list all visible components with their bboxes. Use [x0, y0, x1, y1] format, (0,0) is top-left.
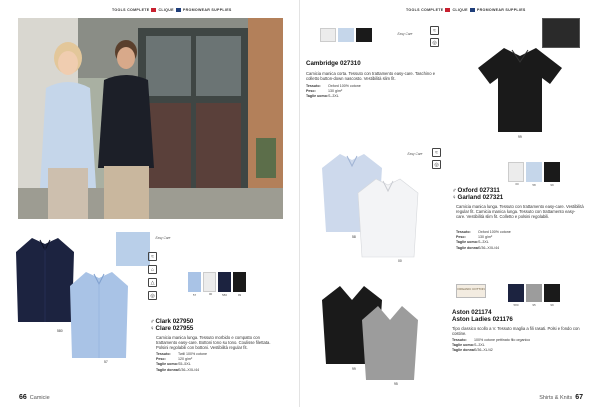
mini-shirt-black	[356, 28, 372, 42]
spec-row: Peso: 130 g/m²	[456, 235, 493, 240]
ref-label: 99	[352, 367, 356, 371]
page-number-left: 66 Camicie	[19, 394, 50, 401]
easy-care-badge: Easy Care	[155, 236, 171, 240]
swatch-black	[544, 284, 560, 307]
red-square-icon	[151, 8, 156, 12]
organic-cotton-logo: ORGANIC COTTON	[456, 284, 486, 298]
aston-description: Tipo classico scollo a V. Tessuto maglia a fili rasati. Polsi e fondo con costine.	[452, 326, 580, 337]
swatch-navy	[218, 272, 231, 297]
lifestyle-photo	[18, 18, 283, 219]
wash-icon: ≈	[148, 252, 157, 261]
header-brand-left: TOOLS COMPLETE	[112, 8, 150, 12]
product-title-cambridge: Cambridge 027310	[306, 60, 361, 67]
aston-specs	[452, 338, 530, 354]
header-promowear: PROMOWEAR SUPPLIES	[476, 8, 526, 12]
product-title-clark: ♂Clark 027950	[150, 318, 194, 325]
spec-row: Tessuto: Twill 100% cotone	[156, 352, 207, 356]
swatch-black	[544, 162, 560, 187]
swatch-white	[508, 162, 524, 186]
ref-label: 58	[352, 235, 356, 239]
product-specs	[156, 352, 207, 373]
oxford-swatches	[508, 162, 560, 187]
spec-row: Tessuto: 100% cotone pettinato filo organico	[452, 338, 531, 342]
garland-shirt-image	[356, 175, 420, 259]
red-square-icon	[445, 8, 450, 12]
swatch-label: 00	[208, 292, 213, 296]
ref-label: 580	[57, 329, 63, 333]
spec-row: Tessuto: Oxford 100% cotone	[306, 84, 361, 88]
swatch-label: 99	[550, 303, 554, 307]
spec-row: Taglie uomo: S–3XL	[306, 94, 339, 99]
ref-label: 99	[518, 135, 522, 139]
mini-shirt-white	[320, 28, 336, 42]
swatch-grey	[526, 284, 542, 307]
spec-row: Taglie uomo: S–3XL	[456, 240, 489, 245]
mini-shirt-light-blue	[338, 28, 354, 42]
iron-icon: ⌂	[148, 265, 157, 274]
swatch-light-blue	[188, 272, 201, 297]
swatch-label: 95	[532, 303, 536, 307]
left-header	[112, 8, 232, 12]
right-header	[406, 8, 526, 12]
product-title-clare: ♀Clare 027955	[150, 325, 194, 332]
product-title-garland: ♀Garland 027321	[452, 194, 504, 201]
swatch-label: 00	[515, 182, 519, 186]
header-promowear: PROMOWEAR SUPPLIES	[182, 8, 232, 12]
swatch-navy	[508, 284, 524, 307]
ref-label: 00	[398, 259, 402, 263]
spec-row: Taglie uomo: S5–5XL	[156, 362, 191, 367]
wash-icon: ≈	[430, 26, 439, 35]
oxford-description: Camicia manica lunga. Tessuto con trattamento easy-care. Vestibilità regular fit. Camicia manica lunga. Tessuto con trattamento easy-care. Vestibilità slim fit. Colletto e polsini regolabili.	[456, 204, 584, 220]
swatch-label: 580	[221, 293, 227, 297]
blue-square-icon	[470, 8, 475, 12]
swatch-white	[203, 272, 216, 296]
right-page	[300, 0, 600, 407]
header-brand-right: TOOLS COMPLETE	[406, 8, 444, 12]
spec-row: Taglie donna: S/36–XL/42	[452, 348, 493, 353]
fabric-swatch-image	[116, 232, 150, 266]
aston-ladies-sweater-image	[360, 302, 420, 382]
swatch-label: 58	[532, 183, 536, 187]
swatch-black	[233, 272, 246, 297]
ref-label: 57	[104, 360, 108, 364]
cambridge-specs	[306, 84, 361, 100]
hanger-icon: △	[148, 278, 157, 287]
product-title-oxford: ♂Oxford 027311	[452, 187, 500, 194]
wash-icon: ≈	[432, 148, 441, 157]
color-swatches	[188, 272, 246, 297]
swatch-label: 580	[513, 303, 519, 307]
spec-row: Taglie donna: S/36–XXL/44	[456, 245, 500, 250]
aston-swatches	[508, 284, 560, 307]
cambridge-shirt-image	[476, 44, 564, 134]
clare-shirt-image	[66, 268, 132, 360]
spec-row: Taglie donna: S/36–XXL/44	[156, 367, 200, 372]
care-icon: ◎	[432, 160, 441, 169]
header-clique: CLIQUE	[158, 8, 174, 12]
page-number-right: Shirts & Knits 67	[539, 394, 583, 401]
easy-care-badge: Easy Care	[397, 32, 413, 36]
product-title-aston: Aston 021174	[452, 309, 492, 316]
cambridge-mini-shirts	[320, 28, 372, 42]
blue-square-icon	[176, 8, 181, 12]
swatch-label: 99	[550, 183, 554, 187]
care-icon: ◎	[430, 38, 439, 47]
swatch-label: 99	[237, 293, 242, 297]
swatch-light-blue	[526, 162, 542, 187]
care-icon: ◎	[148, 291, 157, 300]
spec-row: Peso: 120 g/m²	[156, 357, 193, 362]
spec-row: Tessuto: Oxford 100% cotone	[456, 230, 511, 234]
product-title-aston-ladies: Aston Ladies 021176	[452, 316, 513, 323]
spec-row: Taglie uomo: S–3XL	[452, 343, 485, 348]
easy-care-badge: Easy Care	[407, 152, 423, 156]
swatch-label: 57	[192, 293, 197, 297]
cambridge-detail-image	[542, 18, 580, 48]
oxford-specs	[456, 230, 511, 251]
header-clique: CLIQUE	[452, 8, 468, 12]
product-description: Camicia manica lunga. Tessuto morbido e compatto con trattamento easy-care. Bottoni tono su tono. Coulisse filettata. Polsini regolabili con bottoni. Vestibilità regular fit.	[156, 335, 271, 351]
ref-label: 95	[394, 382, 398, 386]
spec-row: Peso: 130 g/m²	[306, 89, 343, 94]
cambridge-description: Camicia manica corta. Tessuto con trattamento easy-care. Taschino e colletto button-down nascosto. Vestibilità slim fit.	[306, 71, 436, 82]
